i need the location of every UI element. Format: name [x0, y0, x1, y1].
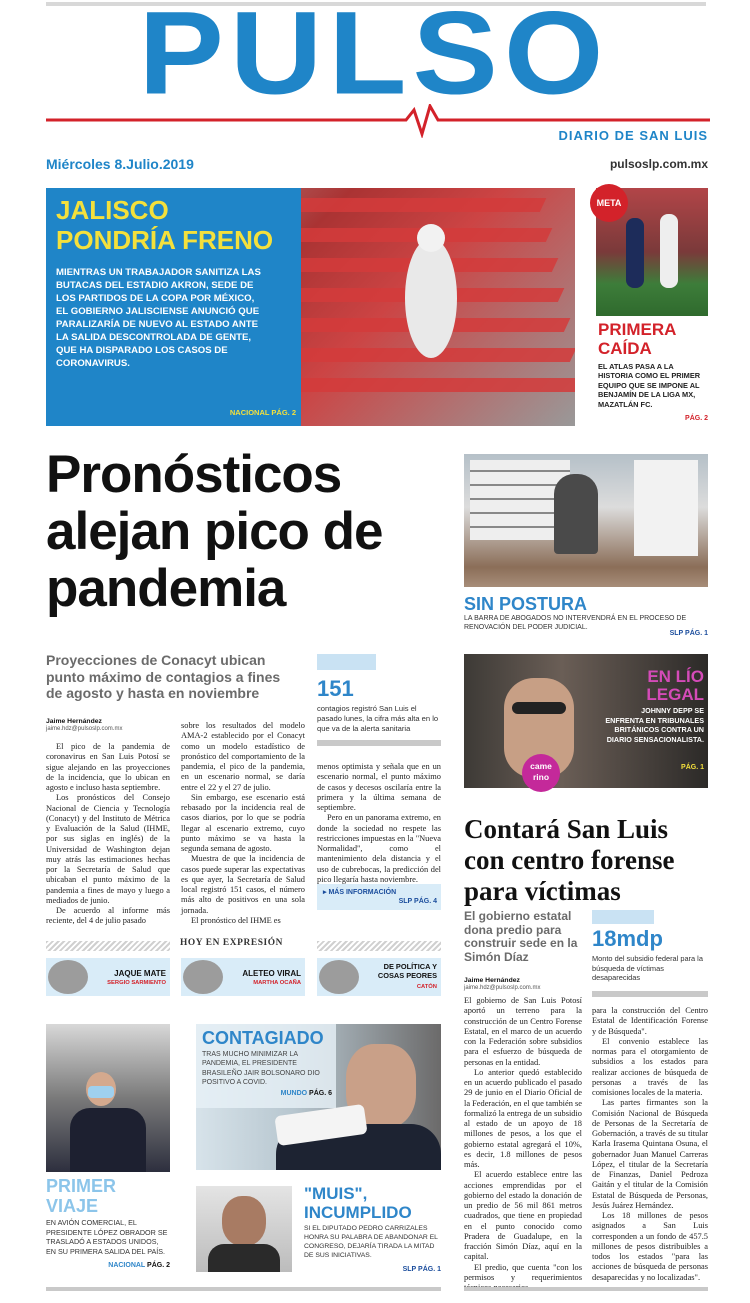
- statue: [554, 474, 598, 554]
- main-col2-p4: El pronóstico del IHME es: [191, 915, 281, 925]
- main-story[interactable]: [46, 445, 441, 926]
- top-story-body: MIENTRAS UN TRABAJADOR SANITIZA LAS BUTACAS DEL ESTADIO AKRON, SEDE DE LOS PARTIDOS DE LA COPA POR MÉXICO, EL GOBIERNO JALISCIENSE ANUNCIÓ QUE PARALIZARÍA DE NUEVO AL ESTADO ANTE LA SALIDA DESCONTROLADA DE GENTE, QUE HA DISPARADO LOS CASOS DE CORONAVIRUS.: [56, 267, 261, 369]
- top-story-page: PÁG. 2: [271, 408, 296, 417]
- meta-page: PÁG. 2: [685, 415, 708, 422]
- main-col1-p1: El pico de la pandemia de coronavirus en San Luis Potosí se sigue alejando en las proyecciones de la incidencia, que lo ubican en agosto e incluso hasta septiembre.: [46, 742, 170, 792]
- meta-headline-1: PRIMERA: [598, 320, 677, 339]
- expresion-card-1[interactable]: [46, 958, 170, 996]
- worker-figure: [405, 238, 457, 358]
- primer-viaje-body: EN AVIÓN COMERCIAL, EL PRESIDENTE LÓPEZ OBRADOR SE TRASLADÓ A ESTADOS UNIDOS, EN SU PRIMERA SALIDA DEL PAÍS.: [46, 1218, 168, 1256]
- meta-story[interactable]: [590, 188, 708, 426]
- forense-col-1: [464, 996, 582, 1293]
- carrizales-head: [222, 1196, 266, 1246]
- forense-col1-p1: El gobierno de San Luis Potosí aportó un terreno para la construcción de un Centro Forense Estatal, en el marco de un acuerdo con la Federación sobre subsidios para el esfuerzo de búsqueda de personas en la entidad.: [464, 996, 582, 1067]
- badge-line-2: rino: [532, 772, 550, 782]
- primer-viaje-story[interactable]: [46, 1024, 170, 1274]
- carnerino-badge: [522, 754, 560, 792]
- depp-sunglasses: [512, 702, 566, 714]
- top-story[interactable]: [46, 188, 575, 426]
- amlo-photo: [46, 1024, 170, 1172]
- sin-postura-headline: SIN POSTURA: [464, 594, 588, 614]
- masthead-subtitle: DIARIO DE SAN LUIS: [558, 128, 708, 143]
- expresion-section: [46, 936, 441, 1000]
- player-2: [660, 214, 678, 288]
- amlo-mask: [88, 1086, 114, 1098]
- bottom-rule-left: [46, 1287, 441, 1291]
- muis-story[interactable]: [196, 1186, 441, 1276]
- primer-viaje-section: NACIONAL: [108, 1262, 146, 1269]
- main-author-email: jaime.hdz@pulsoslp.com.mx: [46, 726, 123, 732]
- muis-headline-2: INCUMPLIDO: [304, 1203, 412, 1222]
- primer-viaje-pagelink: [66, 1262, 170, 1269]
- forense-col-2: [592, 1006, 708, 1283]
- expresion-title-1: JAQUE MATE: [114, 969, 166, 978]
- forense-col1-p4: El predio, que cuenta "con los permisos y requerimientos: [464, 1262, 582, 1282]
- more-info-label: [323, 888, 396, 896]
- muis-body: SI EL DIPUTADO PEDRO CARRIZALES HONRA SU PALABRA DE ABANDONAR EL CONGRESO, DEJARÍA TIRADA LA MITAD DE SUS INICIATIVAS.: [304, 1225, 438, 1259]
- en-lio-headline-2: LEGAL: [646, 685, 704, 704]
- expresion-author-1: SERGIO SARMIENTO: [107, 980, 166, 986]
- main-col3-p2: Pero en un panorama extremo, en donde la sociedad no respete las restricciones impuestas en la "Nueva Normalidad", como el mantenimiento dela distancia y el uso de cubrebocas, la predicción del pico llegaría hasta noviembre.: [317, 813, 441, 884]
- masthead-website: pulsoslp.com.mx: [609, 157, 708, 171]
- top-story-headline-1: JALISCO: [56, 195, 169, 225]
- more-info-text: MÁS INFORMACIÓN: [328, 889, 397, 896]
- forense-headline: Contará San Luis con centro forense para víctimas: [464, 814, 675, 906]
- more-info-box[interactable]: [317, 884, 441, 910]
- amlo-suit: [70, 1108, 146, 1172]
- forense-stat-text: Monto del subsidio federal para la búsqueda de víctimas desaparecidas: [592, 954, 703, 983]
- forense-col2-p2: El convenio establece las normas para el otorgamiento de subsidios a los estados para realizar acciones de búsqueda de personas a través de las comisiones locales de la materia.: [592, 1036, 708, 1097]
- en-lio-headline-1: EN LÍO: [647, 667, 704, 686]
- player-1: [626, 218, 644, 288]
- primer-viaje-page: PÁG. 2: [147, 1262, 170, 1269]
- forense-stat-rule: [592, 991, 708, 997]
- contagiado-story[interactable]: [196, 1024, 441, 1170]
- expresion-label: HOY EN EXPRESIÓN: [180, 938, 284, 948]
- forense-col2-p4: Los 18 millones de pesos asignados a San Luis corresponden a un fondo de 457.5 millones de pesos distribuibles a todos los estados "para las acciones de búsqueda de personas desaparecidas y no localizadas".: [592, 1211, 708, 1282]
- main-col2-p2: Sin embargo, ese escenario está rebasado por la incidencia real de casos diarios, por lo que se podría llegar al escenario extremo, cuyo punto máximo se va hasta la segunda semana de agosto.: [181, 792, 305, 853]
- contagiado-headline: CONTAGIADO: [202, 1028, 324, 1048]
- en-lio-body: JOHNNY DEPP SE ENFRENTA EN TRIBUNALES BRITÁNICOS CONTRA UN DIARIO SENSACIONALISTA.: [605, 706, 704, 744]
- forense-stat-bar-top: [592, 910, 654, 924]
- masthead-date: Miércoles 8.Julio.2019: [46, 156, 194, 172]
- expresion-rule-right: [317, 941, 441, 951]
- main-stat-text: contagios registró San Luis el pasado lunes, la cifra más alta en lo que va de la alerta sanitaria: [317, 704, 439, 733]
- meta-badge: META: [590, 184, 628, 222]
- forense-deck: El gobierno estatal dona predio para construir sede en la Simón Díaz: [464, 909, 578, 964]
- carrizales-body: [208, 1244, 280, 1272]
- main-col1-p3: De acuerdo al informe más reciente, del 4 de julio pasado: [46, 906, 170, 926]
- primer-viaje-headline-2: VIAJE: [46, 1196, 99, 1216]
- primer-viaje-headline-1: PRIMER: [46, 1176, 117, 1196]
- building-right: [634, 460, 698, 556]
- forense-col2-p3: Las partes firmantes son la Comisión Nacional de Búsqueda de Personas de la Secretaría de Gobernación, a través de su titular Karla Irasema Quintana Osuna, el gobernador Juan Manuel Carreras López, el titular de la Secretaría de Finanzas, Daniel Pedroza Gaitán y el titular de la Comisión Estatal de Búsqueda de Personas, Jesús Juárez Hernández.: [592, 1098, 708, 1210]
- top-story-pagelink: [146, 408, 296, 417]
- expresion-title-2: ALETEO VIRAL: [242, 969, 301, 978]
- forense-author-email: jaime.hdz@pulsoslp.com.mx: [464, 985, 541, 991]
- more-info-arrow-icon: ▸: [323, 889, 327, 896]
- main-col1-p2: Los pronósticos del Consejo Nacional de Ciencia y Tecnología (Conacyt) y del Instituto de Métrica y Evaluación de la Salud (IHME, por sus siglas en inglés) de la Universidad de Washington dejan muy atrás las estimaciones hechas por la Secretaría de Salud que ubicaban el punto máximo de la pandemia a fines de mayo y luego a mediados de junio.: [46, 793, 170, 905]
- contagiado-pagelink: [236, 1090, 332, 1097]
- badge-line-1: came: [530, 761, 552, 771]
- top-story-headline-2: PONDRÍA FRENO: [56, 225, 274, 255]
- meta-headline-2: CAÍDA: [598, 339, 652, 358]
- forense-col1-p2: Lo anterior quedó establecido en un acuerdo publicado el pasado 29 de junio en el Diario Oficial de la Federación, en el que también se formalizó la entrega de un subsidio al estado de un apoyo de 18 millones de pesos, a los que el gobierno estatal agregará el 10%, es decir, 1.8 millones de pesos más.: [464, 1067, 582, 1169]
- forense-col2-p1: para la construcción del Centro Estatal de Identificación Forense y de Búsqueda".: [592, 1006, 708, 1036]
- main-col2-p3: Muestra de que la incidencia de casos puede superar las expectativas es que ayer, la Secretaría de Salud local registró 151 casos, el número más alto de positivos en una sola jornada.: [181, 854, 305, 915]
- sin-postura-story[interactable]: [464, 454, 708, 638]
- columnist-avatar-3: [319, 960, 359, 994]
- sin-postura-body: LA BARRA DE ABOGADOS NO INTERVENDRÁ EN EL PROCESO DE RENOVACIÓN DEL PODER JUDICIAL.: [464, 615, 687, 631]
- forense-author: Jaime Hernández: [464, 977, 520, 984]
- expresion-author-3: CATÓN: [416, 984, 437, 990]
- contagiado-body: TRAS MUCHO MINIMIZAR LA PANDEMIA, EL PRESIDENTE BRASILEÑO JAIR BOLSONARO DIO POSITIVO A COVID.: [202, 1051, 320, 1087]
- sin-postura-page: SLP PÁG. 1: [669, 630, 708, 637]
- expresion-card-2[interactable]: [181, 958, 305, 996]
- columnist-avatar-1: [48, 960, 88, 994]
- forense-col1-p3: El acuerdo establece entre las acciones emprendidas por el gobierno del estado la donación de un predio de 56 mil 861 metros cuadrados, que tiene en propiedad en el punto conocido como Pradera de Guadalupe, en la fracción Simón Díaz, aquí en la capital.: [464, 1170, 582, 1262]
- en-lio-page: PÁG. 1: [681, 764, 704, 771]
- main-stat-number: 151: [317, 676, 354, 701]
- carrizales-photo: [196, 1186, 292, 1272]
- columnist-avatar-2: [183, 960, 223, 994]
- main-col2-p1: sobre los resultados del modelo AMA-2 establecido por el Conacyt como un modelo estadístico de pronóstico del comportamiento de la pandemia, el pico de la pandemia, en un escenario normal, se daría entre el 22 y el 27 de julio.: [181, 721, 305, 792]
- main-col-1: [46, 742, 170, 927]
- main-col-2: [181, 721, 305, 926]
- main-stat-rule: [317, 740, 441, 746]
- expresion-title-3: DE POLÍTICA Y COSAS PEORES: [377, 962, 437, 980]
- monument-photo: [464, 454, 708, 587]
- main-col3-p1: menos optimista y señala que en un escenario normal, el punto máximo de casos y decesos oscilaría entre la primera y la última semana de septiembre.: [317, 762, 441, 812]
- meta-body: EL ATLAS PASA A LA HISTORIA COMO EL PRIMER EQUIPO QUE SE IMPONE AL BENJAMÍN DE LA LIGA MX, MAZATLÁN FC.: [598, 362, 701, 409]
- bottom-rule-right: [464, 1287, 708, 1291]
- expresion-author-2: MARTHA OCAÑA: [253, 980, 301, 986]
- masthead-title: PULSO: [138, 0, 610, 120]
- forense-stat-number: 18mdp: [592, 926, 663, 951]
- main-headline: Pronósticos alejan pico de pandemia: [46, 445, 383, 618]
- main-stat-bar-top: [317, 654, 376, 670]
- muis-headline-1: "MUIS",: [304, 1184, 368, 1203]
- top-story-section: NACIONAL: [229, 408, 270, 417]
- main-deck: Proyecciones de Conacyt ubican punto máximo de contagios a fines de agosto y hasta en noviembre: [46, 652, 281, 701]
- masthead: [0, 0, 750, 172]
- forense-story[interactable]: [464, 814, 708, 1290]
- main-col-3: [317, 762, 441, 885]
- main-author: Jaime Hernández: [46, 718, 102, 725]
- muis-page: SLP PÁG. 1: [402, 1266, 441, 1273]
- contagiado-page: PÁG. 6: [309, 1090, 332, 1097]
- expresion-card-3[interactable]: [317, 958, 441, 996]
- contagiado-section: MUNDO: [280, 1090, 308, 1097]
- more-info-page: SLP PÁG. 4: [398, 898, 437, 905]
- en-lio-story[interactable]: [464, 654, 708, 788]
- expresion-rule-left: [46, 941, 170, 951]
